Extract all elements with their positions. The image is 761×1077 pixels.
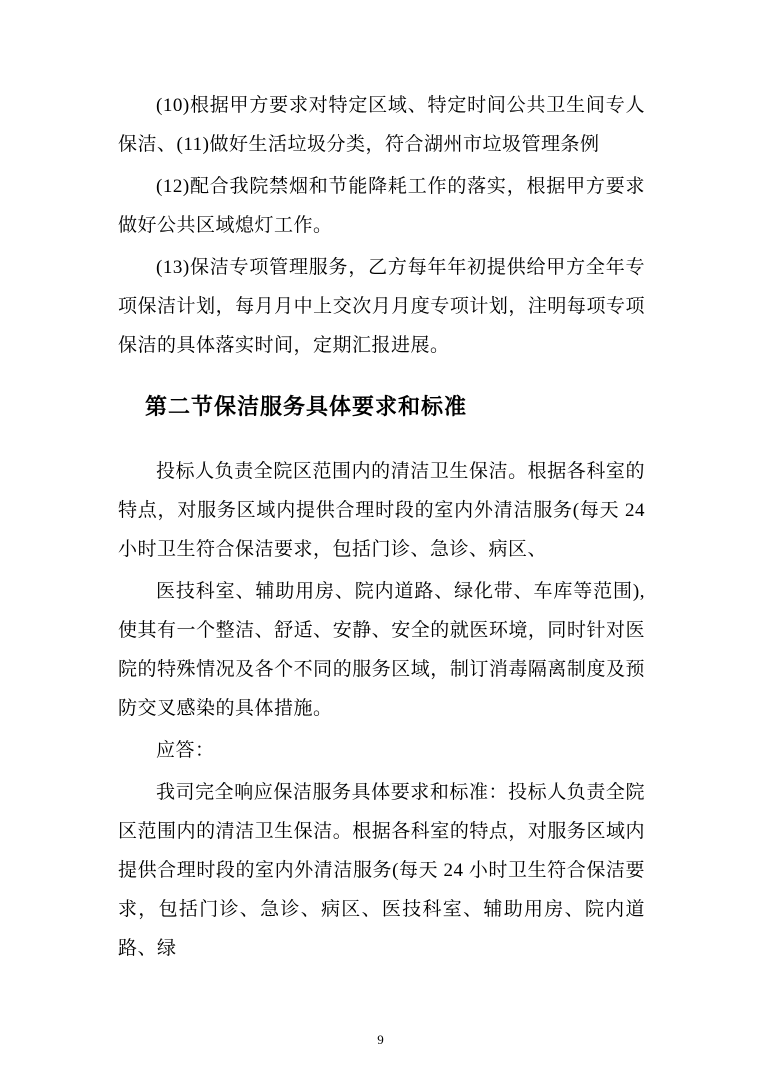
paragraph-requirements-1: 投标人负责全院区范围内的清洁卫生保洁。根据各科室的特点，对服务区域内提供合理时段的室内外清洁服务(每天 24 小时卫生符合保洁要求，包括门诊、急诊、病区、: [118, 461, 645, 560]
section-heading: 第二节保洁服务具体要求和标准: [145, 394, 468, 419]
paragraph-item-13: (13)保洁专项管理服务，乙方每年年初提供给甲方全年专项保洁计划，每月月中上交次月月度专项计划，注明每项专项保洁的具体落实时间，定期汇报进展。: [118, 257, 645, 356]
paragraph-response-body: 我司完全响应保洁服务具体要求和标准：投标人负责全院区范围内的清洁卫生保洁。根据各科室的特点，对服务区域内提供合理时段的室内外清洁服务(每天 24 小时卫生符合保洁要求，包括门诊、急诊、病区、医技科室、辅助用房、院内道路、绿: [118, 782, 645, 959]
page-number: 9: [377, 1032, 384, 1047]
paragraph-requirements-2: 医技科室、辅助用房、院内道路、绿化带、车库等范围),使其有一个整洁、舒适、安静、安全的就医环境，同时针对医院的特殊情况及各个不同的服务区域，制订消毒隔离制度及预防交叉感染的具体措施。: [118, 581, 645, 719]
paragraph-item-12: (12)配合我院禁烟和节能降耗工作的落实，根据甲方要求做好公共区域熄灯工作。: [118, 176, 645, 236]
paragraph-item-10-11: (10)根据甲方要求对特定区域、特定时间公共卫生间专人保洁、(11)做好生活垃圾分类，符合湖州市垃圾管理条例: [118, 95, 645, 155]
paragraph-response-label: 应答：: [156, 740, 215, 761]
